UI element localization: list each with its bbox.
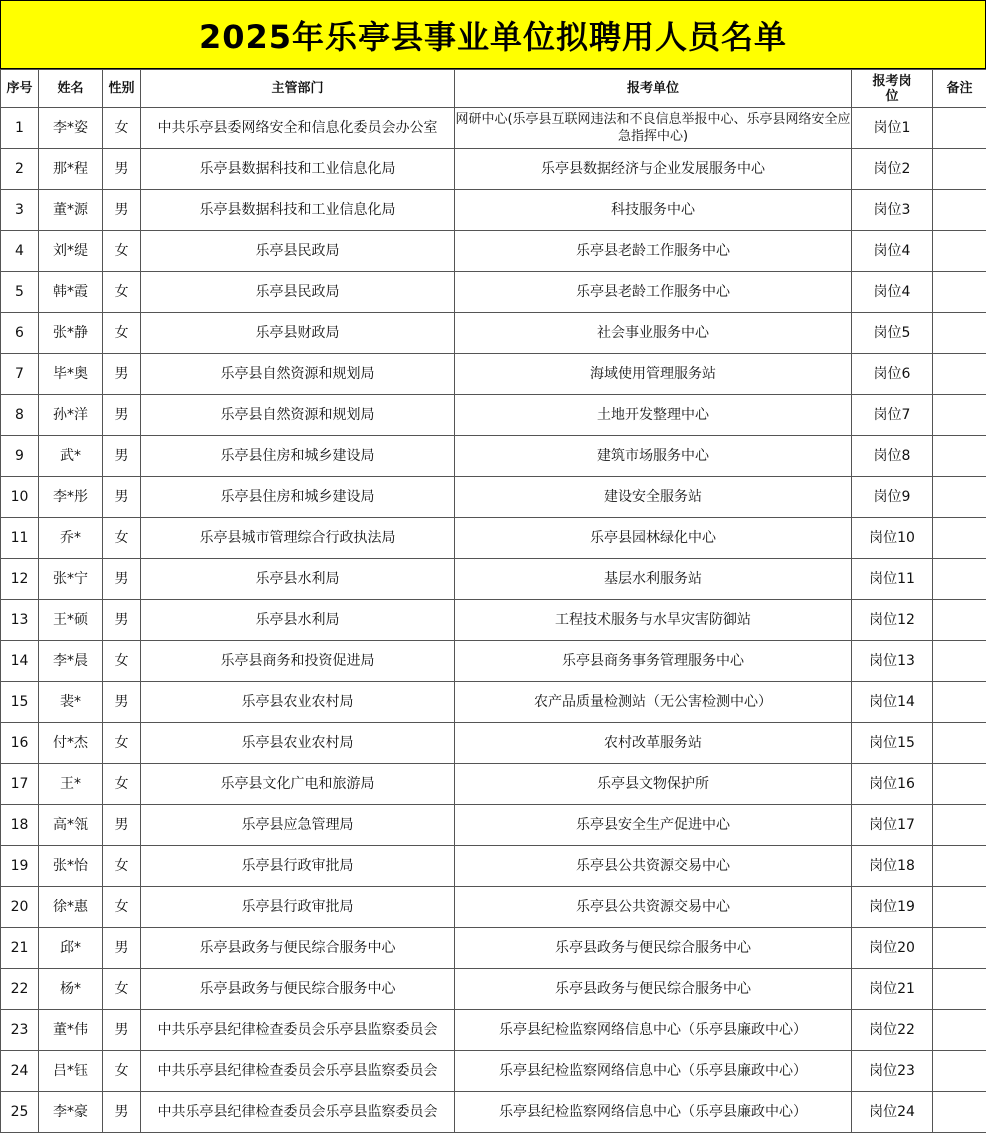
- cell-index: 8: [1, 395, 39, 436]
- cell-index: 12: [1, 559, 39, 600]
- cell-index: 19: [1, 846, 39, 887]
- header-gender: 性别: [103, 70, 141, 108]
- cell-gender: 女: [103, 641, 141, 682]
- cell-position: 岗位15: [852, 723, 933, 764]
- cell-position: 岗位20: [852, 928, 933, 969]
- cell-position: 岗位22: [852, 1010, 933, 1051]
- cell-gender: 女: [103, 518, 141, 559]
- cell-index: 9: [1, 436, 39, 477]
- cell-position: 岗位16: [852, 764, 933, 805]
- cell-position: 岗位12: [852, 600, 933, 641]
- table-row: [1, 887, 986, 928]
- cell-unit: 社会事业服务中心: [455, 313, 852, 354]
- cell-gender: 女: [103, 969, 141, 1010]
- cell-department: 中共乐亭县纪律检查委员会乐亭县监察委员会: [141, 1010, 455, 1051]
- cell-remark: [933, 1051, 986, 1092]
- cell-gender: 女: [103, 764, 141, 805]
- header-row: [1, 70, 986, 108]
- cell-position: 岗位19: [852, 887, 933, 928]
- cell-name: 吕*钰: [39, 1051, 103, 1092]
- cell-department: 乐亭县应急管理局: [141, 805, 455, 846]
- header-unit: 报考单位: [455, 70, 852, 108]
- cell-gender: 女: [103, 313, 141, 354]
- cell-position: 岗位13: [852, 641, 933, 682]
- cell-unit: 科技服务中心: [455, 190, 852, 231]
- cell-name: 张*静: [39, 313, 103, 354]
- cell-department: 乐亭县行政审批局: [141, 887, 455, 928]
- cell-position: 岗位14: [852, 682, 933, 723]
- cell-index: 25: [1, 1092, 39, 1133]
- cell-name: 武*: [39, 436, 103, 477]
- cell-unit: 土地开发整理中心: [455, 395, 852, 436]
- cell-remark: [933, 600, 986, 641]
- cell-unit: 乐亭县老龄工作服务中心: [455, 231, 852, 272]
- cell-index: 3: [1, 190, 39, 231]
- cell-gender: 男: [103, 1010, 141, 1051]
- cell-gender: 男: [103, 559, 141, 600]
- cell-name: 刘*缇: [39, 231, 103, 272]
- cell-remark: [933, 928, 986, 969]
- cell-gender: 男: [103, 354, 141, 395]
- cell-department: 乐亭县水利局: [141, 600, 455, 641]
- table-row: [1, 231, 986, 272]
- cell-index: 17: [1, 764, 39, 805]
- cell-remark: [933, 149, 986, 190]
- cell-department: 乐亭县自然资源和规划局: [141, 395, 455, 436]
- cell-position: 岗位11: [852, 559, 933, 600]
- cell-name: 李*晨: [39, 641, 103, 682]
- cell-department: 乐亭县住房和城乡建设局: [141, 477, 455, 518]
- cell-index: 16: [1, 723, 39, 764]
- cell-unit: 网研中心(乐亭县互联网违法和不良信息举报中心、乐亭县网络安全应急指挥中心): [455, 108, 852, 149]
- cell-remark: [933, 395, 986, 436]
- cell-index: 10: [1, 477, 39, 518]
- table-row: [1, 723, 986, 764]
- cell-department: 乐亭县自然资源和规划局: [141, 354, 455, 395]
- table-row: [1, 518, 986, 559]
- cell-index: 21: [1, 928, 39, 969]
- cell-unit: 乐亭县纪检监察网络信息中心（乐亭县廉政中心）: [455, 1092, 852, 1133]
- cell-department: 乐亭县政务与便民综合服务中心: [141, 969, 455, 1010]
- cell-department: 乐亭县水利局: [141, 559, 455, 600]
- table-row: [1, 1092, 986, 1133]
- cell-unit: 乐亭县安全生产促进中心: [455, 805, 852, 846]
- table-row: [1, 149, 986, 190]
- cell-department: 乐亭县住房和城乡建设局: [141, 436, 455, 477]
- cell-remark: [933, 354, 986, 395]
- table-row: [1, 1051, 986, 1092]
- cell-remark: [933, 1092, 986, 1133]
- cell-gender: 女: [103, 231, 141, 272]
- cell-remark: [933, 969, 986, 1010]
- cell-department: 乐亭县农业农村局: [141, 682, 455, 723]
- cell-unit: 乐亭县纪检监察网络信息中心（乐亭县廉政中心）: [455, 1051, 852, 1092]
- cell-position: 岗位21: [852, 969, 933, 1010]
- cell-index: 7: [1, 354, 39, 395]
- cell-unit: 乐亭县政务与便民综合服务中心: [455, 928, 852, 969]
- cell-remark: [933, 723, 986, 764]
- cell-department: 乐亭县财政局: [141, 313, 455, 354]
- table-body: [1, 108, 986, 1133]
- cell-name: 李*彤: [39, 477, 103, 518]
- cell-gender: 女: [103, 1051, 141, 1092]
- cell-gender: 女: [103, 887, 141, 928]
- cell-unit: 乐亭县商务事务管理服务中心: [455, 641, 852, 682]
- cell-gender: 男: [103, 1092, 141, 1133]
- cell-index: 4: [1, 231, 39, 272]
- cell-department: 中共乐亭县委网络安全和信息化委员会办公室: [141, 108, 455, 149]
- cell-gender: 男: [103, 149, 141, 190]
- cell-position: 岗位1: [852, 108, 933, 149]
- cell-unit: 建筑市场服务中心: [455, 436, 852, 477]
- cell-index: 14: [1, 641, 39, 682]
- cell-index: 23: [1, 1010, 39, 1051]
- cell-position: 岗位23: [852, 1051, 933, 1092]
- cell-department: 乐亭县政务与便民综合服务中心: [141, 928, 455, 969]
- cell-department: 乐亭县农业农村局: [141, 723, 455, 764]
- cell-name: 乔*: [39, 518, 103, 559]
- cell-gender: 男: [103, 600, 141, 641]
- cell-index: 1: [1, 108, 39, 149]
- cell-name: 那*程: [39, 149, 103, 190]
- cell-remark: [933, 108, 986, 149]
- table-row: [1, 928, 986, 969]
- cell-gender: 男: [103, 190, 141, 231]
- table-row: [1, 395, 986, 436]
- cell-name: 高*瓴: [39, 805, 103, 846]
- cell-unit: 农产品质量检测站（无公害检测中心）: [455, 682, 852, 723]
- table-row: [1, 190, 986, 231]
- cell-gender: 女: [103, 272, 141, 313]
- cell-index: 22: [1, 969, 39, 1010]
- table-row: [1, 436, 986, 477]
- table-row: [1, 846, 986, 887]
- cell-name: 杨*: [39, 969, 103, 1010]
- cell-gender: 男: [103, 436, 141, 477]
- cell-name: 徐*惠: [39, 887, 103, 928]
- cell-name: 毕*奥: [39, 354, 103, 395]
- table-row: [1, 764, 986, 805]
- cell-gender: 女: [103, 846, 141, 887]
- cell-name: 董*源: [39, 190, 103, 231]
- cell-gender: 男: [103, 928, 141, 969]
- cell-unit: 乐亭县老龄工作服务中心: [455, 272, 852, 313]
- table-row: [1, 108, 986, 149]
- cell-department: 乐亭县行政审批局: [141, 846, 455, 887]
- table-row: [1, 354, 986, 395]
- table-row: [1, 600, 986, 641]
- cell-gender: 男: [103, 477, 141, 518]
- cell-position: 岗位3: [852, 190, 933, 231]
- cell-remark: [933, 846, 986, 887]
- cell-position: 岗位4: [852, 231, 933, 272]
- cell-index: 2: [1, 149, 39, 190]
- cell-department: 乐亭县民政局: [141, 272, 455, 313]
- cell-index: 15: [1, 682, 39, 723]
- cell-index: 6: [1, 313, 39, 354]
- table-row: [1, 559, 986, 600]
- cell-remark: [933, 477, 986, 518]
- cell-unit: 工程技术服务与水旱灾害防御站: [455, 600, 852, 641]
- table-row: [1, 805, 986, 846]
- cell-unit: 乐亭县数据经济与企业发展服务中心: [455, 149, 852, 190]
- cell-department: 乐亭县城市管理综合行政执法局: [141, 518, 455, 559]
- cell-position: 岗位17: [852, 805, 933, 846]
- cell-name: 李*姿: [39, 108, 103, 149]
- cell-gender: 男: [103, 682, 141, 723]
- page-title: 2025年乐亭县事业单位拟聘用人员名单: [0, 0, 986, 69]
- cell-name: 王*硕: [39, 600, 103, 641]
- cell-unit: 乐亭县园林绿化中心: [455, 518, 852, 559]
- cell-remark: [933, 887, 986, 928]
- cell-unit: 乐亭县公共资源交易中心: [455, 887, 852, 928]
- cell-gender: 男: [103, 395, 141, 436]
- cell-index: 11: [1, 518, 39, 559]
- cell-remark: [933, 518, 986, 559]
- cell-position: 岗位7: [852, 395, 933, 436]
- cell-gender: 女: [103, 723, 141, 764]
- cell-name: 张*宁: [39, 559, 103, 600]
- table-row: [1, 1010, 986, 1051]
- personnel-table: [0, 69, 986, 1133]
- cell-name: 邱*: [39, 928, 103, 969]
- cell-index: 18: [1, 805, 39, 846]
- cell-unit: 乐亭县纪检监察网络信息中心（乐亭县廉政中心）: [455, 1010, 852, 1051]
- cell-name: 裴*: [39, 682, 103, 723]
- cell-gender: 女: [103, 108, 141, 149]
- cell-remark: [933, 231, 986, 272]
- cell-position: 岗位8: [852, 436, 933, 477]
- table-row: [1, 272, 986, 313]
- cell-remark: [933, 559, 986, 600]
- cell-unit: 海域使用管理服务站: [455, 354, 852, 395]
- cell-unit: 乐亭县文物保护所: [455, 764, 852, 805]
- cell-position: 岗位6: [852, 354, 933, 395]
- cell-position: 岗位2: [852, 149, 933, 190]
- header-name: 姓名: [39, 70, 103, 108]
- cell-name: 张*怡: [39, 846, 103, 887]
- table-row: [1, 313, 986, 354]
- table-row: [1, 969, 986, 1010]
- cell-remark: [933, 190, 986, 231]
- cell-name: 李*豪: [39, 1092, 103, 1133]
- cell-department: 中共乐亭县纪律检查委员会乐亭县监察委员会: [141, 1092, 455, 1133]
- cell-name: 王*: [39, 764, 103, 805]
- table-row: [1, 641, 986, 682]
- cell-department: 乐亭县文化广电和旅游局: [141, 764, 455, 805]
- cell-department: 乐亭县数据科技和工业信息化局: [141, 190, 455, 231]
- cell-position: 岗位24: [852, 1092, 933, 1133]
- cell-position: 岗位10: [852, 518, 933, 559]
- cell-position: 岗位4: [852, 272, 933, 313]
- cell-position: 岗位9: [852, 477, 933, 518]
- cell-department: 乐亭县民政局: [141, 231, 455, 272]
- cell-position: 岗位5: [852, 313, 933, 354]
- cell-department: 中共乐亭县纪律检查委员会乐亭县监察委员会: [141, 1051, 455, 1092]
- cell-unit: 基层水利服务站: [455, 559, 852, 600]
- cell-remark: [933, 682, 986, 723]
- cell-remark: [933, 805, 986, 846]
- cell-name: 韩*霞: [39, 272, 103, 313]
- cell-name: 孙*洋: [39, 395, 103, 436]
- cell-unit: 乐亭县政务与便民综合服务中心: [455, 969, 852, 1010]
- table-row: [1, 682, 986, 723]
- cell-name: 付*杰: [39, 723, 103, 764]
- cell-department: 乐亭县数据科技和工业信息化局: [141, 149, 455, 190]
- cell-remark: [933, 1010, 986, 1051]
- header-index: 序号: [1, 70, 39, 108]
- header-remark: 备注: [933, 70, 986, 108]
- cell-gender: 男: [103, 805, 141, 846]
- cell-department: 乐亭县商务和投资促进局: [141, 641, 455, 682]
- cell-unit: 乐亭县公共资源交易中心: [455, 846, 852, 887]
- cell-index: 20: [1, 887, 39, 928]
- cell-index: 24: [1, 1051, 39, 1092]
- cell-position: 岗位18: [852, 846, 933, 887]
- cell-remark: [933, 764, 986, 805]
- cell-remark: [933, 436, 986, 477]
- cell-name: 董*伟: [39, 1010, 103, 1051]
- header-position: 报考岗位: [852, 70, 933, 108]
- cell-remark: [933, 641, 986, 682]
- cell-unit: 农村改革服务站: [455, 723, 852, 764]
- cell-remark: [933, 313, 986, 354]
- cell-unit: 建设安全服务站: [455, 477, 852, 518]
- cell-index: 13: [1, 600, 39, 641]
- cell-index: 5: [1, 272, 39, 313]
- table-row: [1, 477, 986, 518]
- cell-remark: [933, 272, 986, 313]
- header-department: 主管部门: [141, 70, 455, 108]
